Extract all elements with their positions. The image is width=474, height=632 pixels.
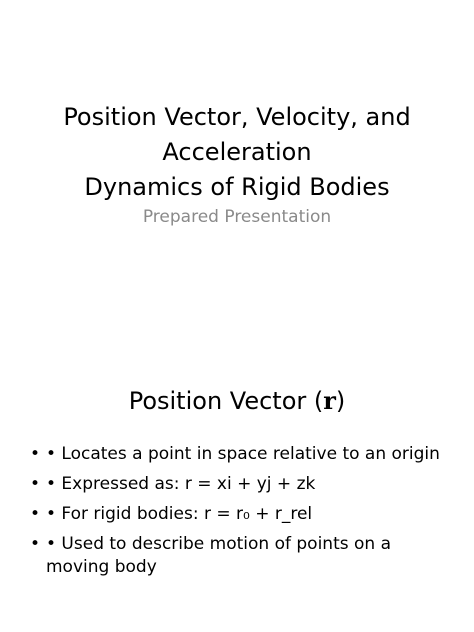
bullet-text: • Locates a point in space relative to an origin — [46, 444, 440, 464]
content-slide — [0, 316, 474, 632]
heading-math-symbol: r — [323, 386, 336, 415]
heading-close-paren: ) — [335, 387, 346, 415]
bullet-item — [30, 443, 454, 466]
bullet-marker-icon: • — [30, 534, 41, 554]
slide-subtitle: Prepared Presentation — [142, 207, 332, 227]
bullet-text: • Expressed as: r = xi + yj + zk — [46, 474, 316, 494]
title-line: Dynamics of Rigid Bodies — [84, 173, 390, 201]
title-line: Acceleration — [162, 138, 312, 166]
bullet-marker-icon: • — [30, 474, 41, 494]
title-line: Position Vector, Velocity, and — [63, 103, 411, 131]
bullet-item — [30, 503, 454, 526]
bullet-item — [30, 473, 454, 496]
slide-heading — [20, 384, 454, 418]
bullet-marker-icon: • — [30, 504, 41, 524]
slide-title — [20, 100, 454, 205]
bullet-text: • Used to describe motion of points on a moving body — [46, 534, 392, 577]
bullet-marker-icon: • — [30, 444, 41, 464]
bullet-text: • For rigid bodies: r = r₀ + r_rel — [46, 504, 313, 524]
heading-text: Position Vector ( — [128, 387, 324, 415]
bullet-list — [30, 443, 454, 586]
bullet-item — [30, 533, 454, 579]
